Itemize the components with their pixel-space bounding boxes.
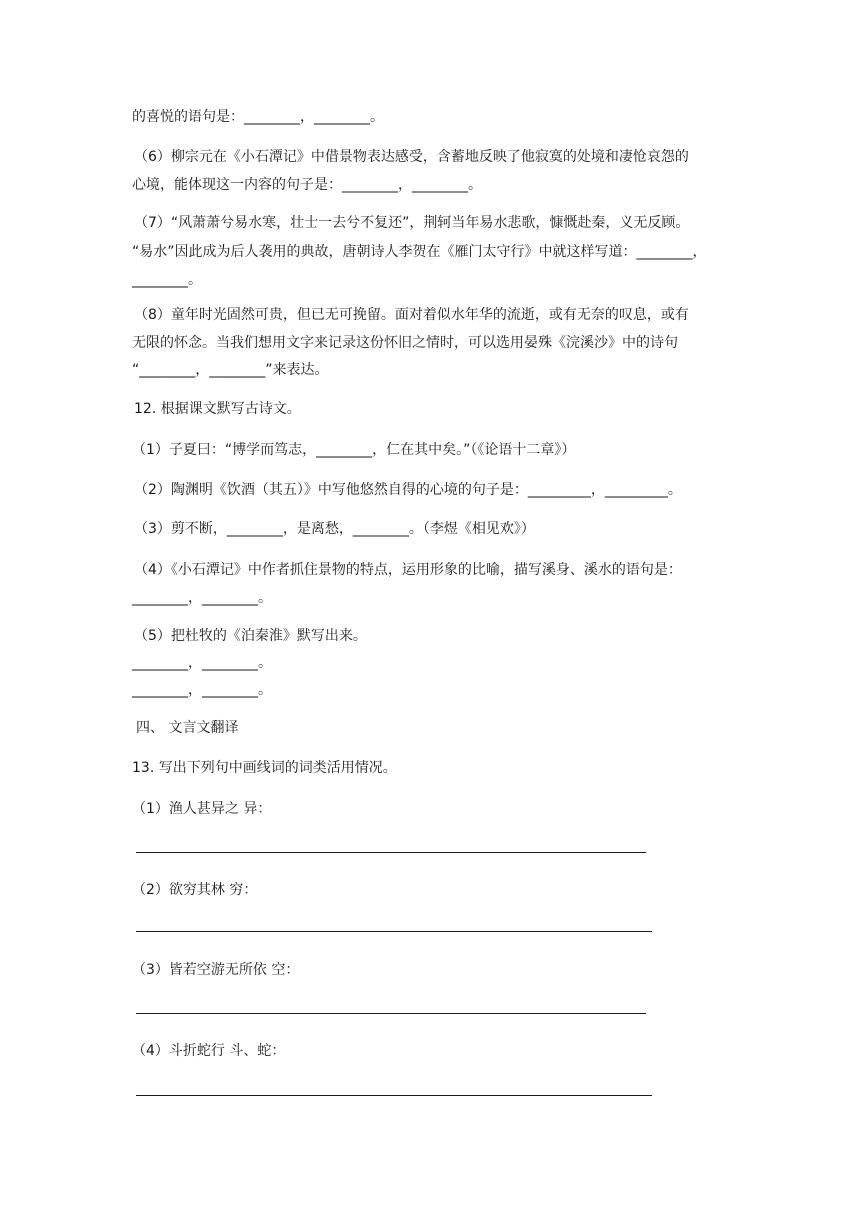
answer-rule-1 bbox=[136, 852, 646, 853]
question-12-5: （5）把杜牧的《泊秦淮》默写出来。 bbox=[134, 628, 367, 644]
question-7-line-1: （7）“风萧萧兮易水寒，壮士一去兮不复还”，荆轲当年易水悲歌，慷慨赴秦，义无反顾。 bbox=[134, 215, 690, 231]
question-7-line-3: ________。 bbox=[132, 272, 202, 288]
question-7-line-2: “易水”因此成为后人袭用的典故，唐朝诗人李贺在《雁门太守行》中就这样写道：________， bbox=[132, 244, 707, 260]
text-line: 的喜悦的语句是：________，________。 bbox=[132, 109, 384, 125]
question-13-1: （1）渔人甚异之 异： bbox=[132, 801, 272, 817]
question-12-4-line-1: （4）《小石潭记》中作者抓住景物的特点，运用形象的比喻，描写溪身、溪水的语句是： bbox=[134, 562, 682, 578]
answer-rule-4 bbox=[136, 1095, 652, 1096]
section-13-heading: 13. 写出下列句中画线词的词类活用情况。 bbox=[132, 760, 397, 776]
answer-rule-3 bbox=[136, 1013, 646, 1014]
question-8-line-2: 无限的怀念。当我们想用文字来记录这份怀旧之情时，可以选用晏殊《浣溪沙》中的诗句 bbox=[132, 335, 678, 351]
question-12-4-line-2: ________，________。 bbox=[132, 590, 272, 606]
question-8-line-1: （8）童年时光固然可贵，但已无可挽留。面对着似水年华的流逝，或有无奈的叹息，或有 bbox=[134, 307, 689, 323]
question-13-2: （2）欲穷其林 穷： bbox=[132, 882, 258, 898]
section-4-heading: 四、 文言文翻译 bbox=[136, 720, 239, 736]
question-12-1: （1）子夏曰：“博学而笃志，________，仁在其中矣。”（《论语十二章》） bbox=[132, 442, 576, 458]
section-12-heading: 12. 根据课文默写古诗文。 bbox=[134, 401, 301, 417]
question-13-4: （4）斗折蛇行 斗、蛇： bbox=[132, 1043, 286, 1059]
question-13-3: （3）皆若空游无所依 空： bbox=[132, 962, 300, 978]
question-8-line-3: “________，________”来表达。 bbox=[132, 362, 329, 378]
question-6-line-1: （6）柳宗元在《小石潭记》中借景物表达感受，含蓄地反映了他寂寞的处境和凄怆哀怨的 bbox=[134, 149, 689, 165]
answer-line-2: ________，________。 bbox=[132, 682, 272, 698]
question-12-3: （3）剪不断，________，是离愁，________。（李煜《相见欢》） bbox=[134, 521, 535, 537]
question-12-2: （2）陶渊明《饮酒（其五）》中写他悠然自得的心境的句子是：_________，_________。 bbox=[134, 482, 682, 498]
question-6-line-2: 心境，能体现这一内容的句子是：________，________。 bbox=[132, 177, 482, 193]
answer-line-1: ________，________。 bbox=[132, 655, 272, 671]
answer-rule-2 bbox=[136, 931, 652, 932]
